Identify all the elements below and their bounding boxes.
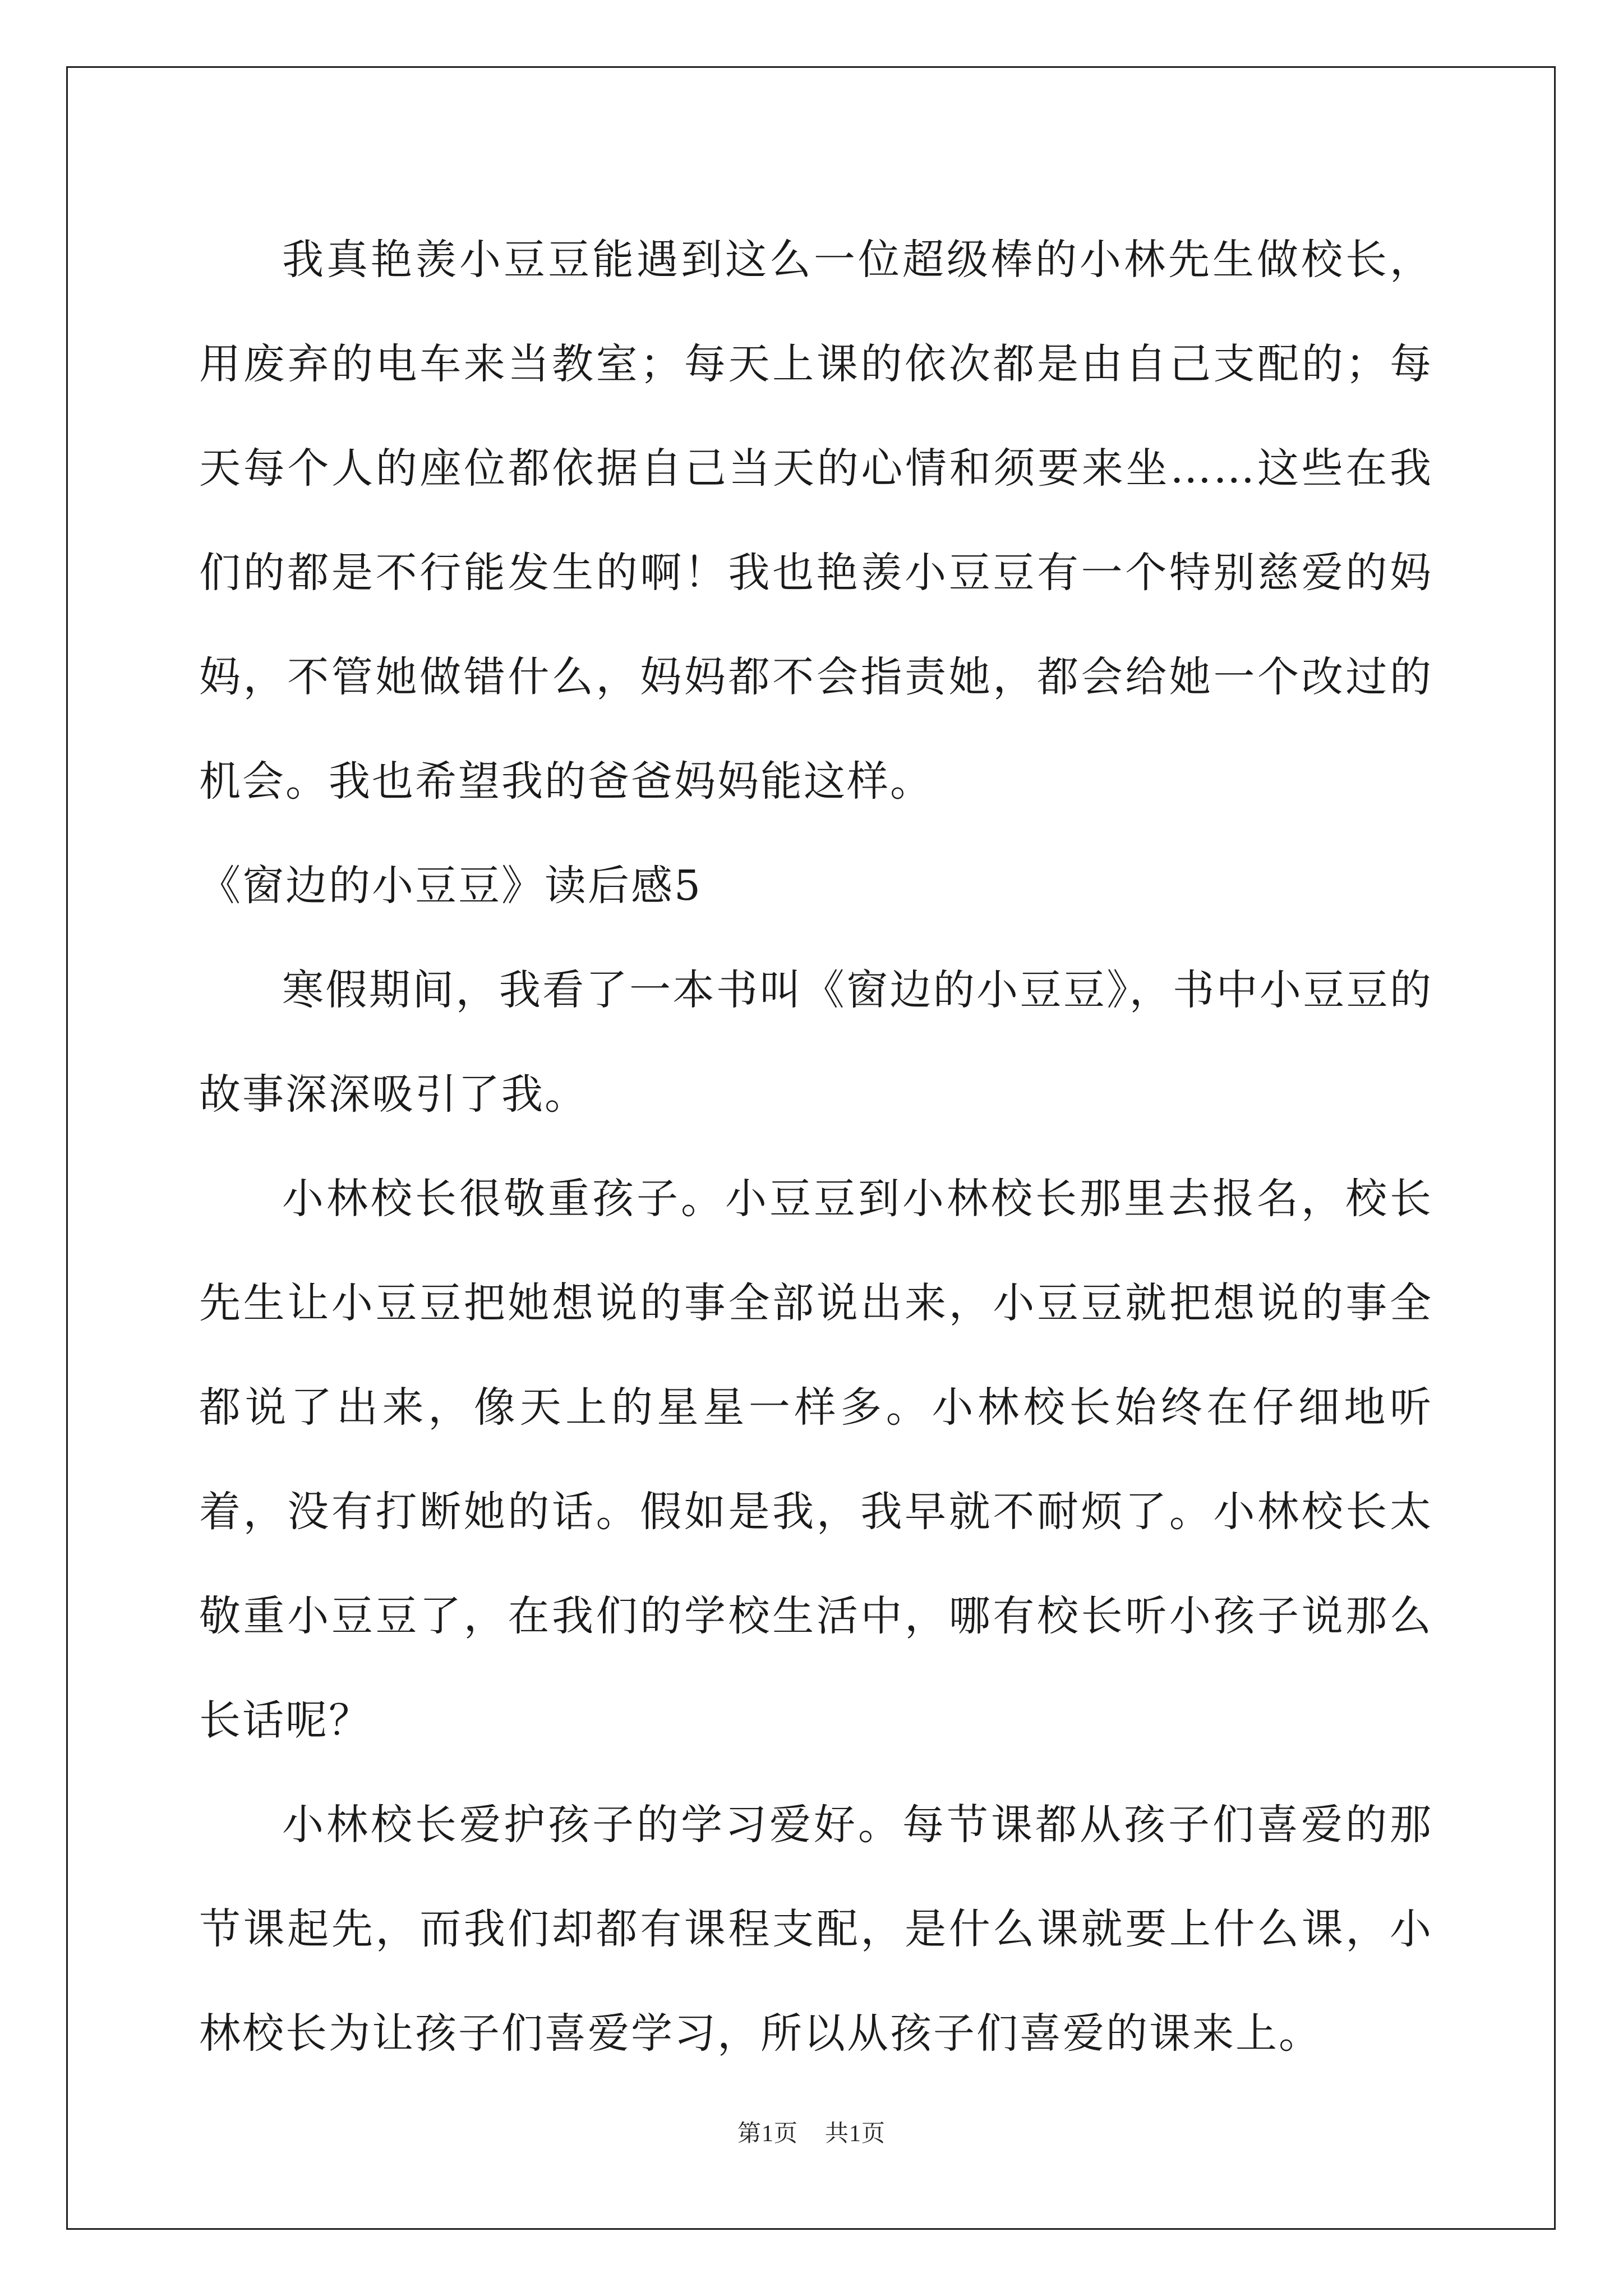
page-footer — [0, 2115, 1623, 2148]
section-heading: 《窗边的小豆豆》读后感5 — [199, 862, 703, 910]
page-number-total: 共1页 — [825, 2121, 886, 2147]
paragraph-1: 我真艳羡小豆豆能遇到这么一位超级棒的小林先生做校长，用废弃的电车来当教室；每天上课的依次都是由自己支配的；每天每个人的座位都依据自己当天的心情和须要来坐……这些在我们的都是不行能发生的啊！我也艳羡小豆豆有一个特别慈爱的妈妈，不管她做错什么，妈妈都不会指责她，都会给她一个改过的机会。我也希望我的爸爸妈妈能这样。 — [199, 236, 1433, 806]
page-number-current: 第1页 — [737, 2121, 798, 2147]
paragraph-3: 小林校长很敬重孩子。小豆豆到小林校长那里去报名，校长先生让小豆豆把她想说的事全部说出来，小豆豆就把想说的事全都说了出来，像天上的星星一样多。小林校长始终在仔细地听着，没有打断她的话。假如是我，我早就不耐烦了。小林校长太敬重小豆豆了，在我们的学校生活中，哪有校长听小孩子说那么长话呢？ — [199, 1175, 1433, 1745]
paragraph-4: 小林校长爱护孩子的学习爱好。每节课都从孩子们喜爱的那节课起先，而我们却都有课程支配，是什么课就要上什么课，小林校长为让孩子们喜爱学习，所以从孩子们喜爱的课来上。 — [199, 1801, 1433, 2058]
document-body — [199, 208, 1433, 2086]
paragraph-2: 寒假期间，我看了一本书叫《窗边的小豆豆》，书中小豆豆的故事深深吸引了我。 — [199, 966, 1433, 1119]
